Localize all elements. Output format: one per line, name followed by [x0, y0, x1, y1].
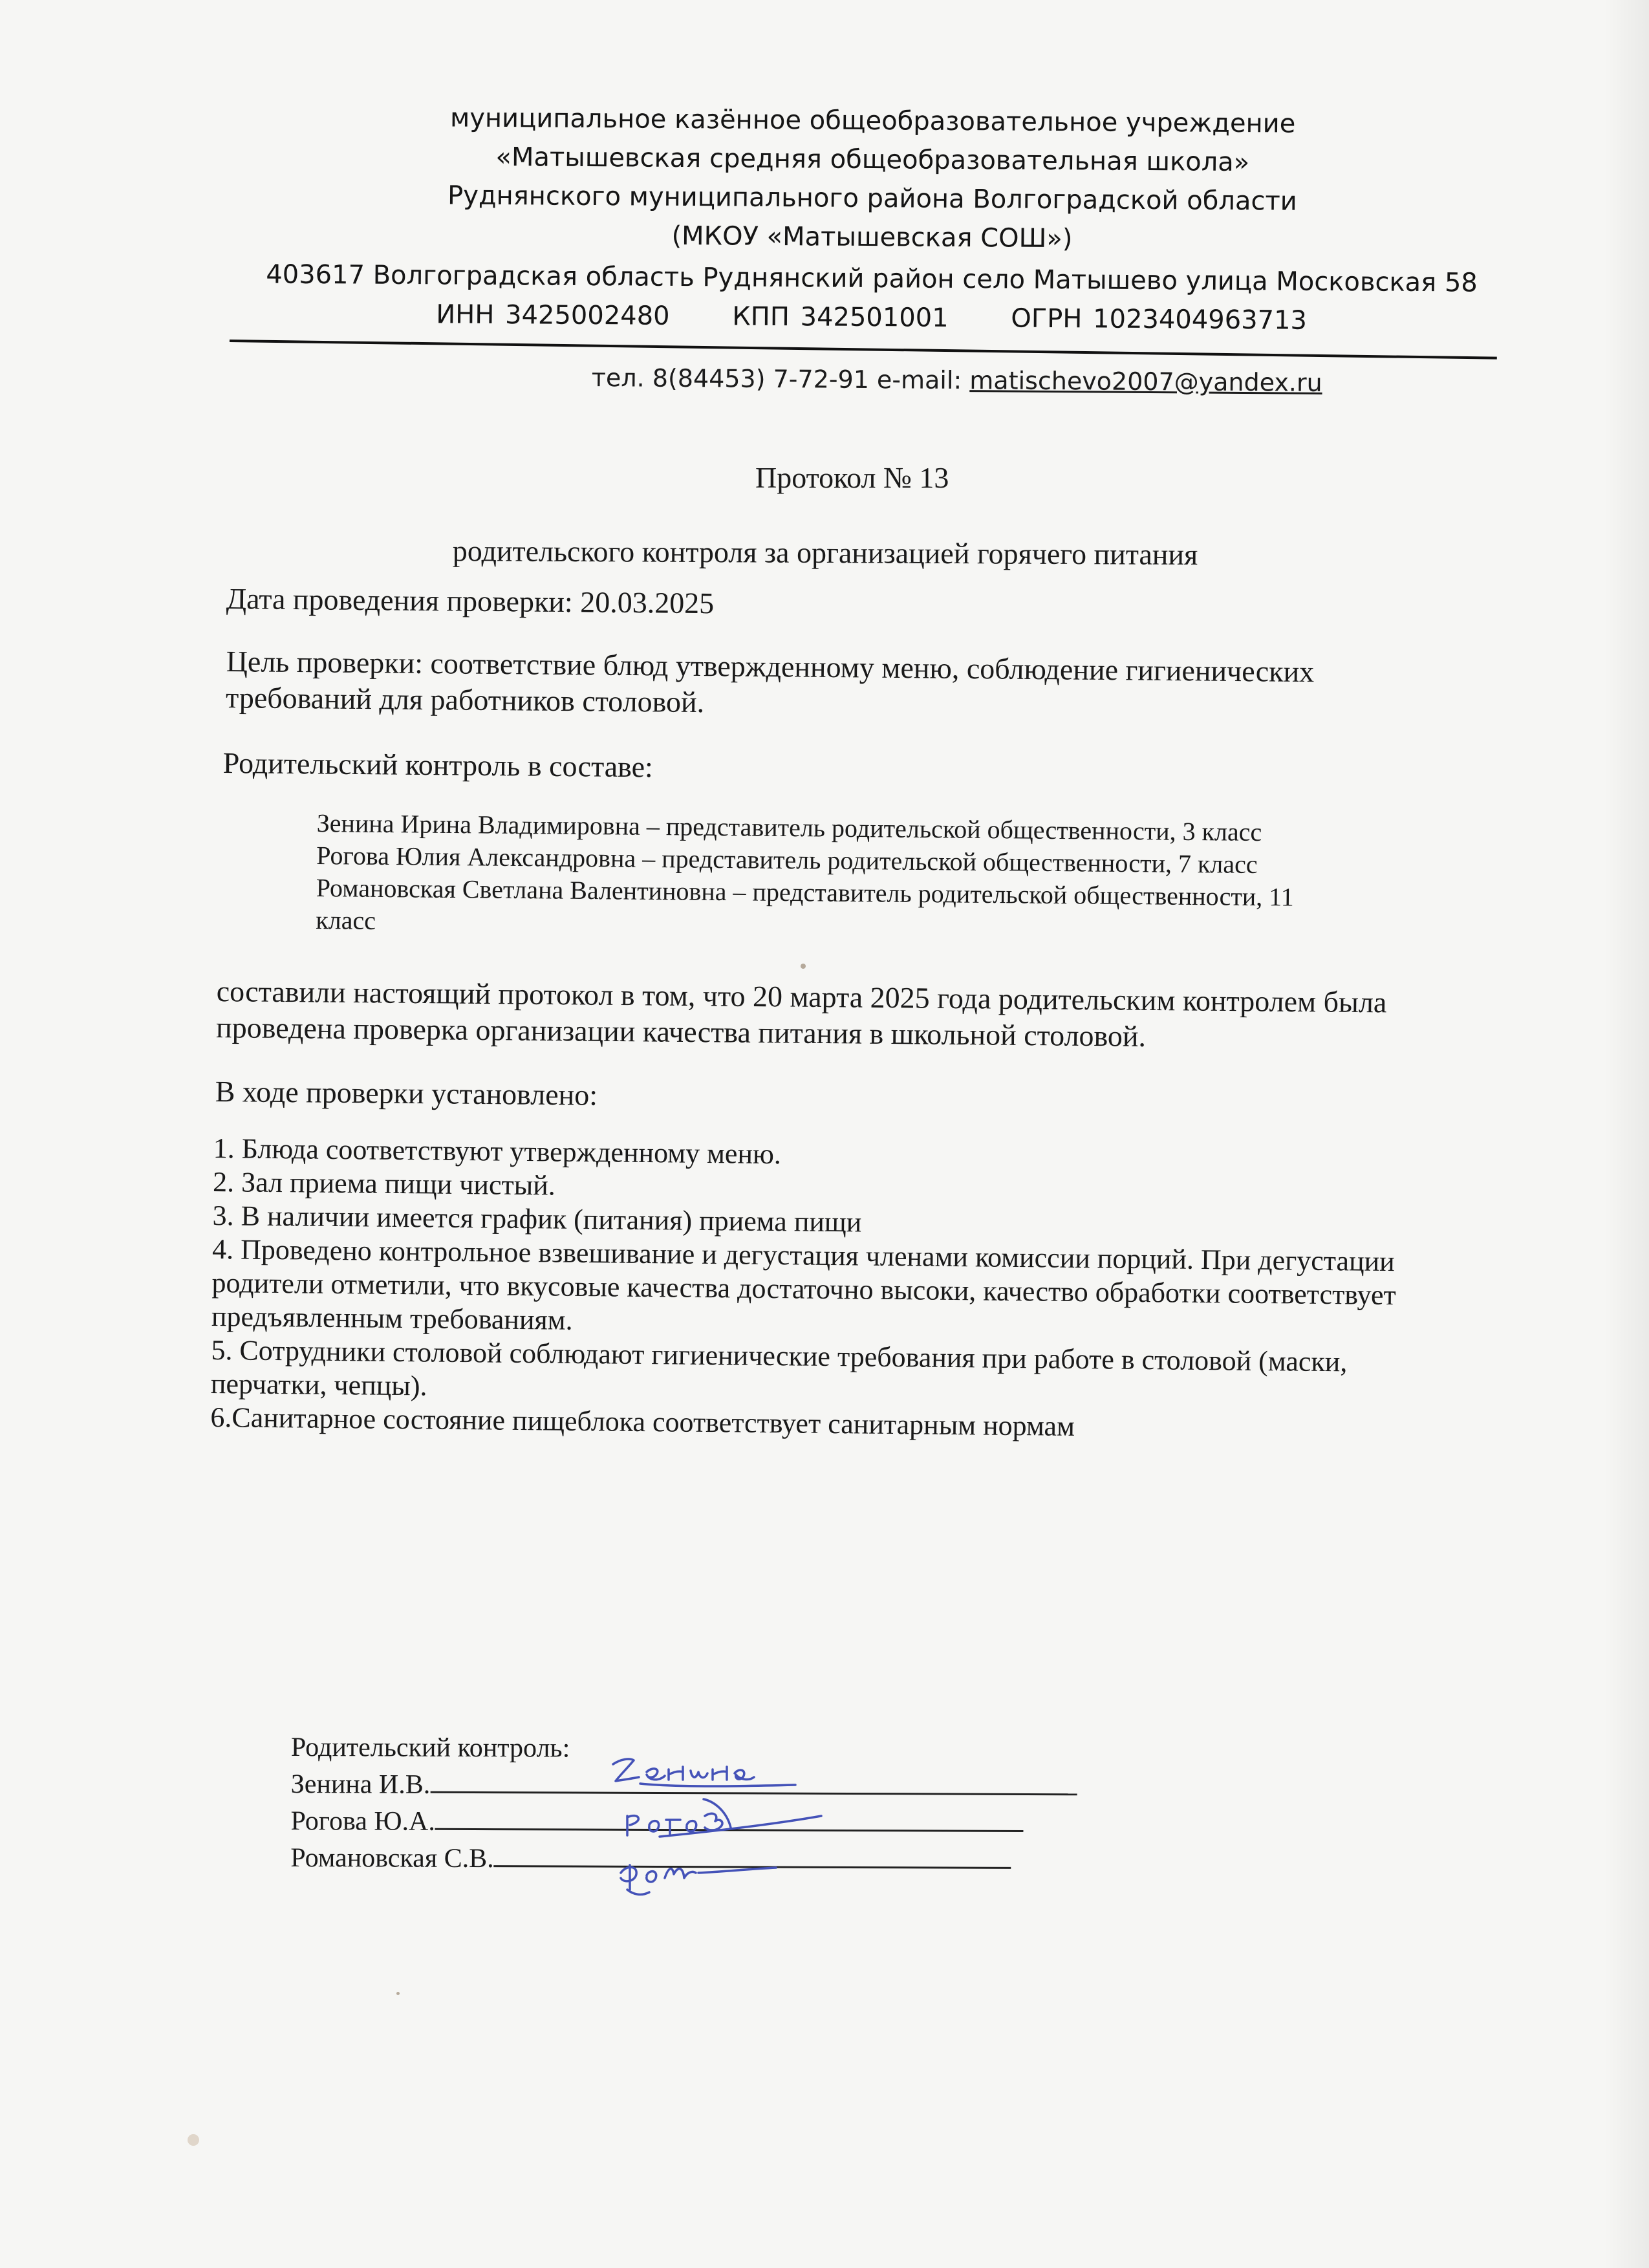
page-edge-shadow	[1604, 0, 1649, 2268]
finding-item: 2. Зал приема пищи чистый.	[212, 1165, 556, 1202]
members-list	[316, 807, 1455, 947]
finding-item: 1. Блюда соответствуют утвержденному меню.	[213, 1132, 782, 1171]
signer-name: Рогова Ю.А.	[290, 1806, 436, 1837]
finding-item: 4. Проведено контрольное взвешивание и дегустация членами комиссии порций. При дегустации родители отметили, что вкусовые качества достаточно высоки, качество обработки соответствует предъявленным требованиям.	[211, 1233, 1397, 1336]
member-item: Зенина Ирина Владимировна – представитель родительской общественности, 3 класс	[316, 808, 1262, 847]
scan-speck	[396, 1992, 400, 1995]
header-line-4: (МКОУ «Матышевская СОШ»)	[671, 221, 1073, 254]
findings-label: В ходе проверки установлено:	[215, 1074, 598, 1112]
conclusion-paragraph: составили настоящий протокол в том, что 20 марта 2025 года родительским контролем была проведена проверка организации качества питания в школьной столовой.	[215, 974, 1387, 1053]
finding-item: 6.Санитарное состояние пищеблока соответствует санитарным нормам	[210, 1401, 1075, 1442]
header-address: 403617 Волгоградская область Руднянский район село Матышево улица Московская 58	[266, 259, 1478, 298]
member-item: Романовская Светлана Валентиновна – представитель родительской общественности, 11	[316, 872, 1295, 912]
header-line-3: Руднянского муниципального района Волгоградской области	[447, 180, 1297, 217]
header-line-2: «Матышевская средняя общеобразовательная школа»	[495, 142, 1250, 178]
composition-label: Родительский контроль в составе:	[222, 746, 654, 784]
signature-label: Родительский контроль:	[290, 1733, 570, 1764]
header-kpp: КПП 342501001	[732, 301, 949, 333]
header-ogrn: ОГРН 1023404963713	[1011, 303, 1308, 336]
header-contact	[592, 363, 1322, 397]
header-ids	[218, 294, 1524, 341]
signer-name: Зенина И.В.	[290, 1769, 431, 1800]
signer-name: Романовская С.В.	[290, 1842, 494, 1874]
inspection-date: Дата проведения проверки: 20.03.2025	[226, 581, 715, 620]
header-email-link[interactable]: matischevo2007@yandex.ru	[969, 366, 1322, 397]
header-line-1: муниципальное казённое общеобразовательное учреждение	[449, 103, 1296, 139]
document-subtitle: родительского контроля за организацией горячего питания	[452, 534, 1198, 572]
member-item: Рогова Юлия Александровна – представитель родительской общественности, 7 класс	[316, 840, 1258, 879]
header-phone: тел. 8(84453) 7-72-91 e-mail:	[591, 363, 962, 394]
scan-speck	[188, 2134, 199, 2146]
letterhead	[218, 97, 1525, 341]
inspection-goal: Цель проверки: соответствие блюд утвержденному меню, соблюдение гигиенических требований для работников столовой.	[225, 644, 1315, 719]
findings-list	[210, 1132, 1481, 1447]
header-inn: ИНН 3425002480	[436, 299, 670, 331]
member-item: класс	[316, 905, 376, 935]
document-title: Протокол № 13	[755, 461, 949, 494]
header-divider	[230, 340, 1497, 360]
finding-item: 3. В наличии имеется график (питания) приема пищи	[212, 1199, 862, 1238]
handwritten-signatures	[601, 1740, 912, 1934]
finding-item: 5. Сотрудники столовой соблюдают гигиенические требования при работе в столовой (маски, перчатки, чепцы).	[210, 1334, 1348, 1402]
scan-speck	[801, 964, 806, 969]
